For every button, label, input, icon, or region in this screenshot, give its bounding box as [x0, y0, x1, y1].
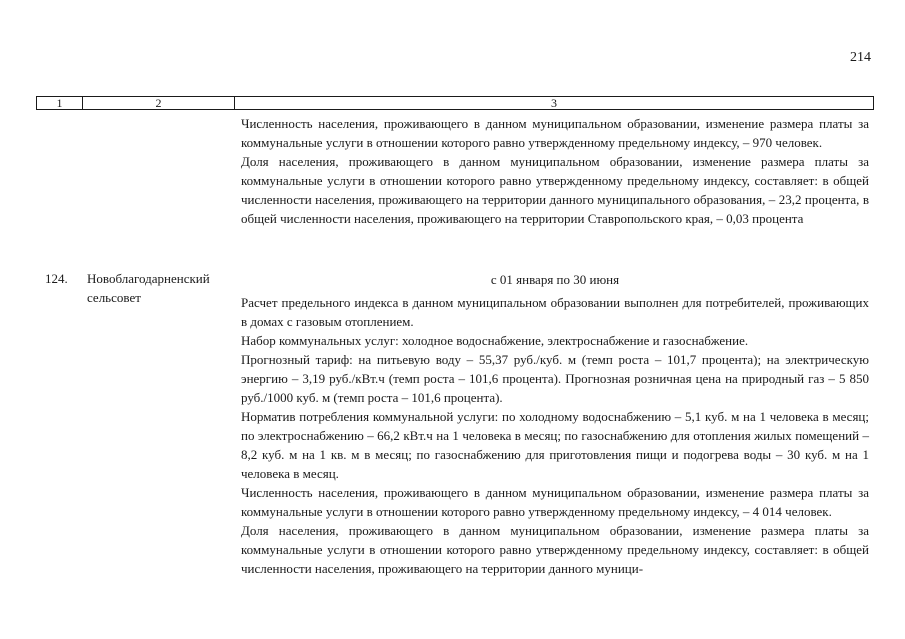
- period-heading: с 01 января по 30 июня: [490, 272, 620, 287]
- row-text: [241, 293, 869, 578]
- paragraph: Норматив потребления коммунальной услуги: по холодному водоснабжению – 5,1 куб. м на 1 человека в месяц; по электроснабжению – 66,2 кВт.ч на 1 человека в месяц; по газоснабжению для отопления жилых помещений – 8,2 куб. м на 1 кв. м в месяц; по газоснабжению для приготовления пищи и подогрева воды – 30 куб. м на 1 человека в месяц.: [241, 409, 869, 481]
- paragraph: Численность населения, проживающего в данном муниципальном образовании, изменение размера платы за коммунальные услуги в отношении которого равно утвержденному предельному индексу, – 4 014 человек.: [241, 485, 869, 519]
- page-number: 214: [850, 50, 871, 65]
- paragraph: Прогнозный тариф: на питьевую воду – 55,37 руб./куб. м (темп роста – 101,7 процента); на электрическую энергию – 3,19 руб./кВт.ч (темп роста – 101,6 процента). Прогнозная розничная цена на природный газ – 5 850 руб./1000 куб. м (темп роста – 101,6 процента).: [241, 352, 869, 405]
- paragraph: Набор коммунальных услуг: холодное водоснабжение, электроснабжение и газоснабжение.: [241, 333, 749, 348]
- paragraph: Доля населения, проживающего в данном муниципальном образовании, изменение размера платы за коммунальные услуги в отношении которого равно утвержденному предельному индексу, составляет: в общей численности населения, проживающего на территории данного муниципального образования, – 23,2 процента, в общей численности населения, проживающего на территории Ставропольского края, – 0,03 процента: [241, 154, 869, 226]
- prev-row-text: [241, 114, 869, 228]
- table-column-header: [36, 96, 874, 110]
- column-3-header: 3: [551, 96, 557, 110]
- paragraph: Расчет предельного индекса в данном муниципальном образовании выполнен для потребителей, проживающих в домах с газовым отоплением.: [241, 295, 869, 329]
- paragraph: Доля населения, проживающего в данном муниципальном образовании, изменение размера платы за коммунальные услуги в отношении которого равно утвержденному предельному индексу, составляет: в общей численности населения, проживающего на территории данного муници-: [241, 523, 869, 576]
- row-number: 124.: [45, 271, 68, 286]
- column-2-header: 2: [83, 97, 235, 109]
- paragraph: Численность населения, проживающего в данном муниципальном образовании, изменение размера платы за коммунальные услуги в отношении которого равно утвержденному предельному индексу, – 970 человек.: [241, 116, 869, 150]
- row-name: Новоблагодарненский сельсовет: [87, 271, 210, 305]
- column-1-header: 1: [37, 97, 83, 109]
